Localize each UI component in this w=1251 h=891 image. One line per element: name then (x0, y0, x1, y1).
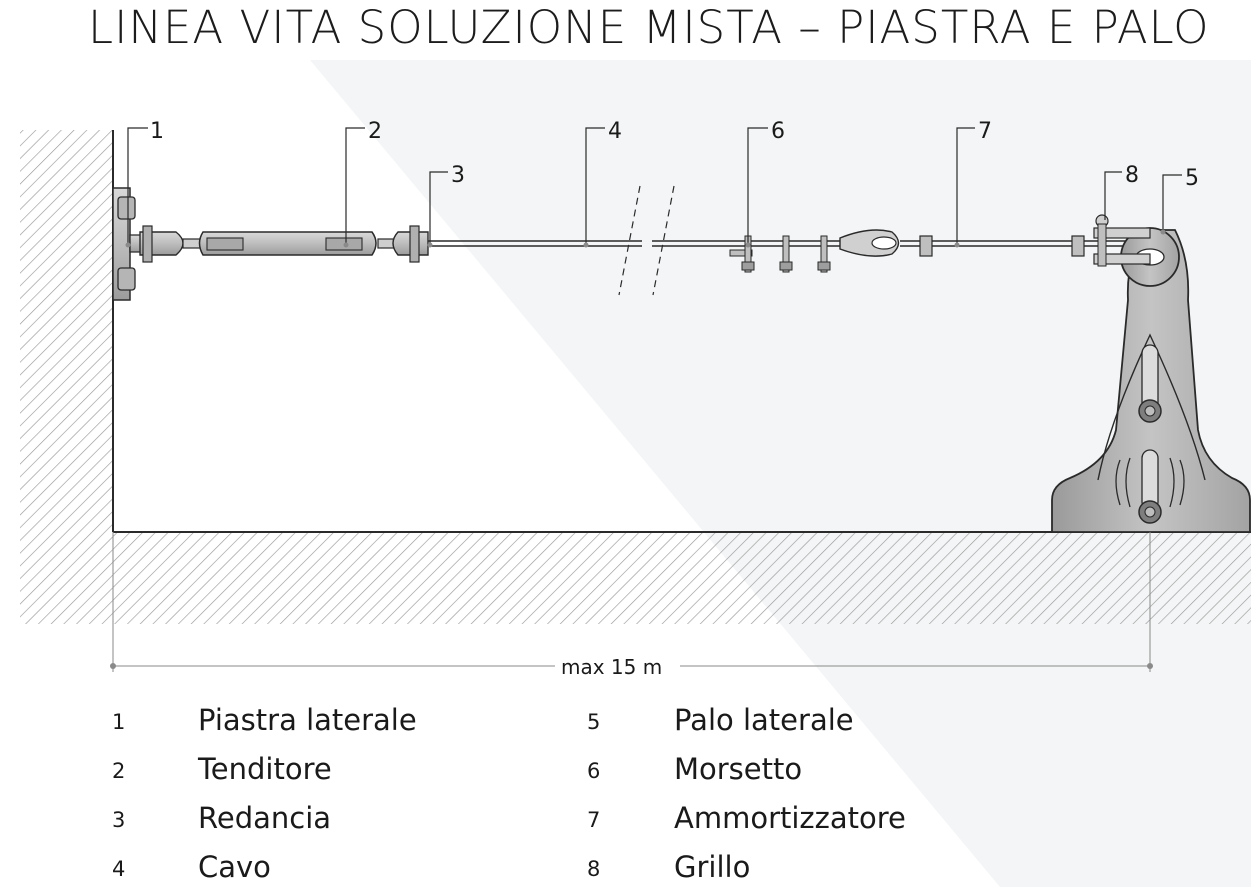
legend-label: Grillo (674, 850, 751, 884)
legend-label: Cavo (198, 850, 271, 884)
callout-2: 2 (368, 119, 382, 144)
callout-5: 5 (1185, 166, 1199, 191)
legend-num: 3 (112, 808, 126, 832)
callout-3: 3 (451, 163, 465, 188)
legend-num: 4 (112, 857, 126, 881)
legend-num: 5 (587, 710, 601, 734)
legend-label: Piastra laterale (198, 703, 417, 737)
legend-num: 6 (587, 759, 601, 783)
legend-label: Ammortizzatore (674, 801, 906, 835)
legend-num: 8 (587, 857, 601, 881)
legend-label: Palo laterale (674, 703, 854, 737)
callout-4: 4 (608, 119, 622, 144)
wall (20, 130, 113, 532)
callout-6: 6 (771, 119, 785, 144)
turnbuckle (140, 226, 428, 262)
legend-num: 2 (112, 759, 126, 783)
legend-label: Tenditore (198, 752, 332, 786)
floor (20, 532, 1251, 624)
legend-num: 1 (112, 710, 126, 734)
legend-num: 7 (587, 808, 601, 832)
dimension-label: max 15 m (561, 655, 663, 679)
callout-7: 7 (978, 119, 992, 144)
callout-8: 8 (1125, 163, 1139, 188)
callout-1: 1 (150, 119, 164, 144)
legend-label: Morsetto (674, 752, 803, 786)
page-title: LINEA VITA SOLUZIONE MISTA – PIASTRA E PALO (88, 1, 1210, 54)
legend-label: Redancia (198, 801, 332, 835)
